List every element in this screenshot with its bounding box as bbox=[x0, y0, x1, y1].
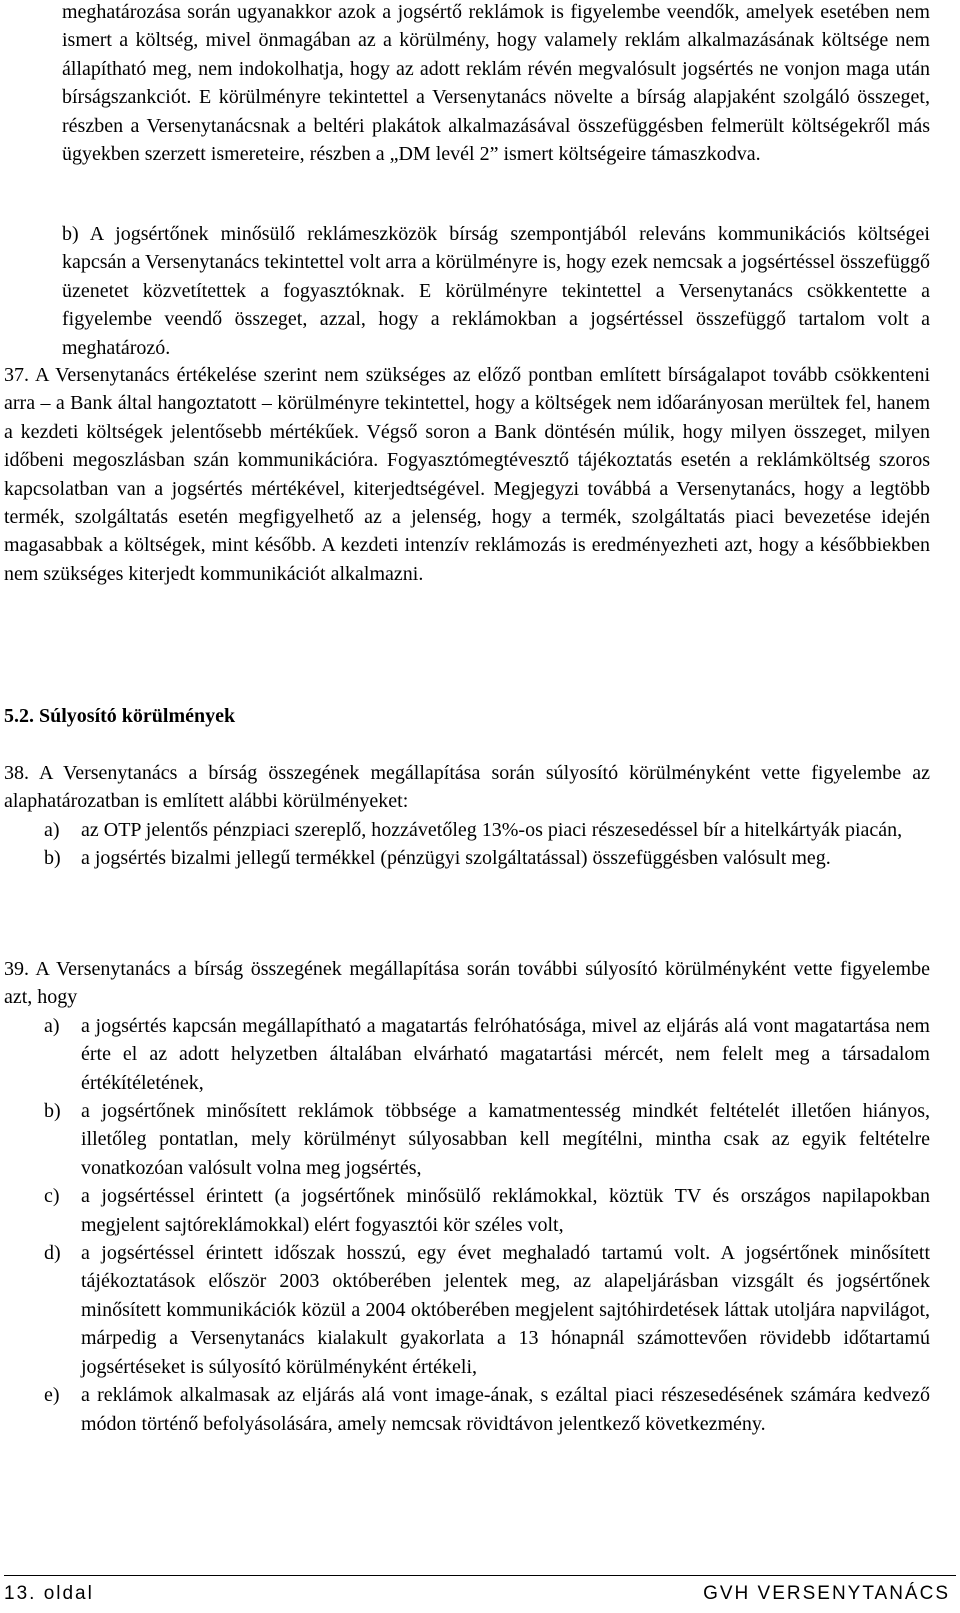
footer-divider bbox=[4, 1575, 956, 1576]
list-item-text: a jogsértőnek minősített reklámok többsége a kamatmentesség mindkét feltételét illetően hiányos, illetőleg pontatlan, mely körülményt súlyosabban kell megítélni, mintha csak az egyik feltételre vonatkozóan valósult volna meg jogsértés, bbox=[81, 1100, 930, 1179]
list-item-text: a reklámok alkalmasak az eljárás alá vont image-ának, s ezáltal piaci részesedésének számára kedvező módon történő befolyásolására, amely nemcsak rövidtávon jelentkező következmény. bbox=[81, 1384, 930, 1435]
list-item bbox=[4, 1182, 930, 1239]
footer-organization: GVH VERSENYTANÁCS bbox=[703, 1583, 950, 1604]
paragraph-b: b) A jogsértőnek minősülő reklámeszközök bírság szempontjából releváns kommunikációs költségei kapcsán a Versenytanács tekintettel volt arra a körülményre is, hogy ezek nemcsak a jogsértéssel összefüggő üzenetet közvetítettek a fogyasztóknak. E körülményre tekintettel a Versenytanács csökkentette a figyelembe veendő összeget, azzal, hogy a reklámokban a jogsértéssel összefüggő tartalom volt a meghatározó. bbox=[62, 223, 930, 359]
list-item-text: a jogsértés kapcsán megállapítható a magatartás felróhatósága, mivel az eljárás alá vont magatartása nem érte el az adott helyzetben általában elvárható magatartási mércét, nem felelt meg a társadalom értékítéletének, bbox=[81, 1014, 930, 1094]
list-item-label: b) bbox=[44, 847, 61, 870]
list-item-label: c) bbox=[44, 1185, 60, 1208]
list-item bbox=[4, 1381, 930, 1438]
list-item bbox=[4, 1012, 930, 1097]
list-item-label: d) bbox=[44, 1242, 61, 1265]
list-item-text: a jogsértéssel érintett (a jogsértőnek minősülő reklámokkal, köztük TV és országos napilapokban megjelent sajtóreklámokkal) elért fogyasztói kör széles volt, bbox=[81, 1185, 930, 1236]
paragraph-38 bbox=[4, 759, 930, 873]
list-item-text: a jogsértés bizalmi jellegű termékkel (pénzügyi szolgáltatással) összefüggésben valósult meg. bbox=[81, 847, 831, 870]
paragraph-38-intro: 38. A Versenytanács a bírság összegének megállapítása során súlyosító körülményként vette figyelembe az alaphatározatban is említett alábbi körülményeket: bbox=[4, 762, 930, 813]
paragraph-top: meghatározása során ugyanakkor azok a jogsértő reklámok is figyelembe veendők, amelyek esetében nem ismert a költség, mivel önmagában az a körülmény, hogy valamely reklám alkalmazásának költsége nem állapítható meg, nem indokolhatja, hogy az adott reklám révén megvalósult jogsértés ne vonjon maga után bírságszankciót. E körülményre tekintettel a Versenytanács növelte a bírság alapjaként szolgáló összeget, részben a Versenytanácsnak a beltéri plakátok alkalmazásával összefüggésben felmerült költségekről más ügyekben szerzett ismereteire, részben a „DM levél 2” ismert költségeire támaszkodva. bbox=[62, 1, 930, 166]
list-item-label: a) bbox=[44, 1014, 60, 1037]
list-item-label: a) bbox=[44, 818, 60, 841]
list-item bbox=[4, 1097, 930, 1182]
list-item-label: e) bbox=[44, 1384, 60, 1407]
section-heading: 5.2. Súlyosító körülmények bbox=[4, 705, 236, 727]
page-number: 13. oldal bbox=[4, 1583, 94, 1604]
list-item-label: b) bbox=[44, 1100, 61, 1123]
list-item bbox=[4, 1239, 930, 1381]
paragraph-39 bbox=[4, 955, 930, 1438]
list-item bbox=[4, 844, 930, 872]
list-item-text: a jogsértéssel érintett időszak hosszú, egy évet meghaladó tartamú volt. A jogsértőnek minősített tájékoztatások először 2003 októberében jelentek meg, az alapeljárásban vizsgált és jogsértőnek minősített kommunikációk közül a 2004 októberében megjelent sajtóhirdetések láttak utoljára napvilágot, márpedig a Versenytanács kialakult gyakorlata a 13 hónapnál számottevően rövidebb időtartamú jogsértéseket is súlyosító körülményként értékeli, bbox=[81, 1242, 930, 1378]
list-item bbox=[4, 816, 930, 844]
paragraph-39-intro: 39. A Versenytanács a bírság összegének megállapítása során további súlyosító körülményként vette figyelembe azt, hogy bbox=[4, 958, 930, 1009]
paragraph-37: 37. A Versenytanács értékelése szerint nem szükséges az előző pontban említett bírságalapot tovább csökkenteni arra – a Bank által hangoztatott – körülményre tekintettel, hogy a költségek nem időarányosan merültek fel, hanem a kezdeti költségek jelentősebb mértékűek. Végső soron a Bank döntésén múlik, hogy milyen összeget, milyen időbeni megoszlásban szán kommunikációra. Fogyasztómegtévesztő tájékoztatás esetén a reklámköltség szoros kapcsolatban van a jogsértés mértékével, kiterjedtségével. Megjegyzi továbbá a Versenytanács, hogy a legtöbb termék, szolgáltatás esetén megfigyelhető az a jelenség, hogy a termék, szolgáltatás piaci bevezetése idején magasabbak a költségek, mint később. A kezdeti intenzív reklámozás is eredményezheti azt, hogy a későbbiekben nem szükséges kiterjedt kommunikációt alkalmazni. bbox=[4, 364, 930, 585]
list-item-text: az OTP jelentős pénzpiaci szereplő, hozzávetőleg 13%-os piaci részesedéssel bír a hitelkártyák piacán, bbox=[81, 818, 903, 841]
